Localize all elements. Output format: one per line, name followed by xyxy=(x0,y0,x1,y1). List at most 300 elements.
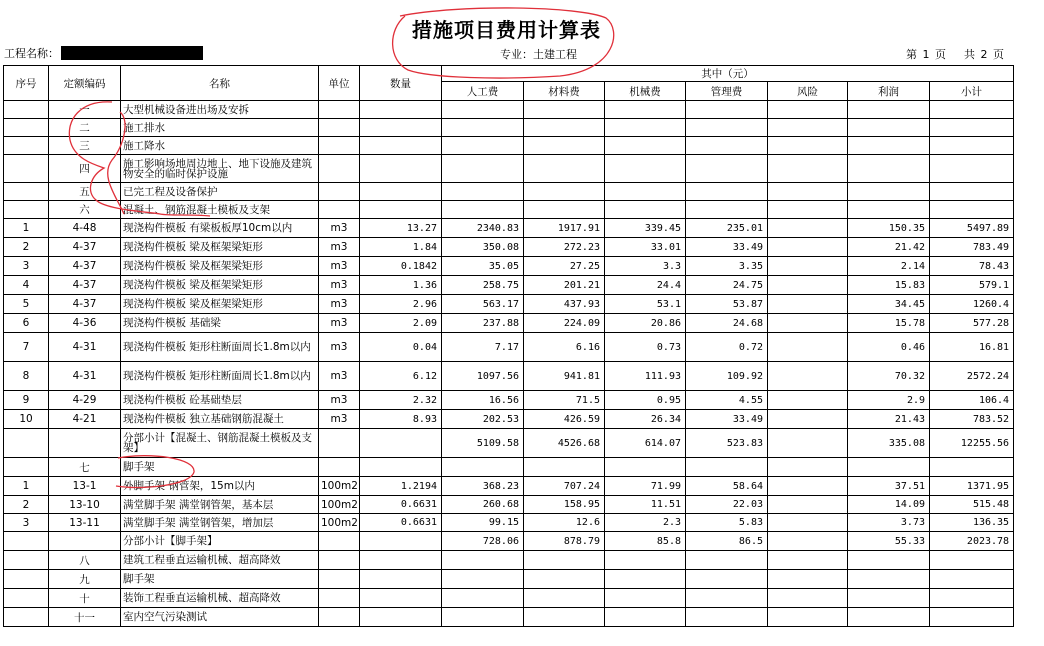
row-profit: 150.35 xyxy=(848,219,930,238)
header-mgmt: 管理费 xyxy=(686,82,768,101)
row-material xyxy=(524,201,605,219)
row-unit xyxy=(319,201,360,219)
row-code: 五 xyxy=(49,183,121,201)
row-code: 13-10 xyxy=(49,496,121,514)
row-name: 混凝土、钢筋混凝土模板及支架 xyxy=(121,201,319,219)
row-machine: 24.4 xyxy=(605,276,686,295)
row-qty: 0.1842 xyxy=(360,257,442,276)
row-profit: 55.33 xyxy=(848,532,930,551)
row-qty xyxy=(360,201,442,219)
row-risk xyxy=(768,219,848,238)
row-machine: 614.07 xyxy=(605,429,686,458)
row-name: 脚手架 xyxy=(121,458,319,477)
row-name: 装饰工程垂直运输机械、超高降效 xyxy=(121,589,319,608)
row-unit: 100m2 xyxy=(319,496,360,514)
row-profit: 21.43 xyxy=(848,410,930,429)
header-unit: 单位 xyxy=(319,66,360,101)
row-mgmt xyxy=(686,551,768,570)
row-labor: 99.15 xyxy=(442,514,524,532)
row-name: 施工降水 xyxy=(121,137,319,155)
row-labor xyxy=(442,137,524,155)
header-seq: 序号 xyxy=(4,66,49,101)
row-name: 现浇构件模板 矩形柱断面周长1.8m以内 xyxy=(121,333,319,362)
row-code: 13-11 xyxy=(49,514,121,532)
table-row xyxy=(4,532,1014,551)
row-seq xyxy=(4,155,49,183)
row-unit xyxy=(319,137,360,155)
row-risk xyxy=(768,362,848,391)
row-subtotal: 579.1 xyxy=(930,276,1014,295)
row-material: 878.79 xyxy=(524,532,605,551)
row-name: 现浇构件模板 矩形柱断面周长1.8m以内 xyxy=(121,362,319,391)
row-code: 六 xyxy=(49,201,121,219)
row-qty: 8.93 xyxy=(360,410,442,429)
table-row xyxy=(4,458,1014,477)
page-current: 第 1 页 xyxy=(906,48,946,61)
row-risk xyxy=(768,155,848,183)
row-subtotal xyxy=(930,101,1014,119)
row-qty xyxy=(360,155,442,183)
row-subtotal xyxy=(930,183,1014,201)
row-material: 272.23 xyxy=(524,238,605,257)
table-row xyxy=(4,101,1014,119)
row-qty xyxy=(360,608,442,627)
row-seq xyxy=(4,183,49,201)
row-material: 201.21 xyxy=(524,276,605,295)
header-group: 其中（元） xyxy=(442,66,1014,82)
row-profit xyxy=(848,119,930,137)
row-labor xyxy=(442,101,524,119)
row-subtotal xyxy=(930,137,1014,155)
row-seq xyxy=(4,570,49,589)
row-code: 八 xyxy=(49,551,121,570)
row-material: 27.25 xyxy=(524,257,605,276)
row-risk xyxy=(768,333,848,362)
row-seq: 1 xyxy=(4,477,49,496)
row-seq: 4 xyxy=(4,276,49,295)
row-mgmt: 33.49 xyxy=(686,238,768,257)
row-mgmt: 235.01 xyxy=(686,219,768,238)
row-seq xyxy=(4,589,49,608)
row-profit xyxy=(848,458,930,477)
row-subtotal xyxy=(930,201,1014,219)
row-risk xyxy=(768,391,848,410)
row-name: 脚手架 xyxy=(121,570,319,589)
row-machine xyxy=(605,551,686,570)
row-machine xyxy=(605,589,686,608)
row-labor: 1097.56 xyxy=(442,362,524,391)
row-seq xyxy=(4,137,49,155)
row-profit: 70.32 xyxy=(848,362,930,391)
row-code: 4-29 xyxy=(49,391,121,410)
row-seq xyxy=(4,429,49,458)
row-unit xyxy=(319,532,360,551)
row-seq: 2 xyxy=(4,238,49,257)
row-subtotal: 106.4 xyxy=(930,391,1014,410)
row-unit xyxy=(319,608,360,627)
row-unit xyxy=(319,429,360,458)
table-row xyxy=(4,496,1014,514)
row-subtotal xyxy=(930,551,1014,570)
row-unit: m3 xyxy=(319,314,360,333)
row-subtotal xyxy=(930,458,1014,477)
row-labor: 5109.58 xyxy=(442,429,524,458)
row-labor xyxy=(442,608,524,627)
row-profit xyxy=(848,570,930,589)
row-code: 三 xyxy=(49,137,121,155)
row-risk xyxy=(768,589,848,608)
row-labor xyxy=(442,458,524,477)
row-material: 158.95 xyxy=(524,496,605,514)
row-mgmt xyxy=(686,608,768,627)
row-seq xyxy=(4,201,49,219)
row-risk xyxy=(768,201,848,219)
row-risk xyxy=(768,295,848,314)
row-risk xyxy=(768,183,848,201)
row-profit xyxy=(848,155,930,183)
table-row xyxy=(4,119,1014,137)
row-qty: 1.84 xyxy=(360,238,442,257)
row-code xyxy=(49,429,121,458)
row-subtotal: 1371.95 xyxy=(930,477,1014,496)
row-name: 室内空气污染测试 xyxy=(121,608,319,627)
row-mgmt: 53.87 xyxy=(686,295,768,314)
row-code: 九 xyxy=(49,570,121,589)
row-qty: 6.12 xyxy=(360,362,442,391)
row-material: 707.24 xyxy=(524,477,605,496)
table-row xyxy=(4,477,1014,496)
cost-table xyxy=(3,65,1014,627)
row-name: 建筑工程垂直运输机械、超高降效 xyxy=(121,551,319,570)
row-profit: 15.83 xyxy=(848,276,930,295)
row-name: 现浇构件模板 基础梁 xyxy=(121,314,319,333)
table-row xyxy=(4,429,1014,458)
row-mgmt: 523.83 xyxy=(686,429,768,458)
row-name: 现浇构件模板 梁及框架梁矩形 xyxy=(121,276,319,295)
table-row xyxy=(4,257,1014,276)
row-machine: 2.3 xyxy=(605,514,686,532)
row-material xyxy=(524,570,605,589)
row-unit: m3 xyxy=(319,219,360,238)
row-unit xyxy=(319,119,360,137)
row-unit: m3 xyxy=(319,410,360,429)
row-material xyxy=(524,137,605,155)
row-profit xyxy=(848,101,930,119)
row-subtotal: 515.48 xyxy=(930,496,1014,514)
row-profit: 335.08 xyxy=(848,429,930,458)
row-code: 4-48 xyxy=(49,219,121,238)
row-labor: 237.88 xyxy=(442,314,524,333)
row-profit xyxy=(848,137,930,155)
row-unit: m3 xyxy=(319,391,360,410)
row-risk xyxy=(768,238,848,257)
row-risk xyxy=(768,532,848,551)
row-machine xyxy=(605,201,686,219)
row-machine xyxy=(605,101,686,119)
row-subtotal: 783.52 xyxy=(930,410,1014,429)
row-mgmt xyxy=(686,201,768,219)
row-seq xyxy=(4,458,49,477)
row-qty: 2.96 xyxy=(360,295,442,314)
row-unit xyxy=(319,570,360,589)
row-machine: 20.86 xyxy=(605,314,686,333)
row-subtotal: 5497.89 xyxy=(930,219,1014,238)
row-material xyxy=(524,589,605,608)
row-name: 现浇构件模板 砼基础垫层 xyxy=(121,391,319,410)
row-machine xyxy=(605,137,686,155)
table-row xyxy=(4,219,1014,238)
row-code: 4-37 xyxy=(49,276,121,295)
row-qty: 2.09 xyxy=(360,314,442,333)
row-code: 4-37 xyxy=(49,257,121,276)
row-code: 十一 xyxy=(49,608,121,627)
row-risk xyxy=(768,551,848,570)
header-machine: 机械费 xyxy=(605,82,686,101)
row-machine xyxy=(605,570,686,589)
header-labor: 人工费 xyxy=(442,82,524,101)
table-row xyxy=(4,137,1014,155)
row-qty xyxy=(360,532,442,551)
row-labor: 35.05 xyxy=(442,257,524,276)
row-subtotal xyxy=(930,589,1014,608)
row-name: 外脚手架 钢管架，15m以内 xyxy=(121,477,319,496)
project-name xyxy=(4,45,203,61)
page-title: 措施项目费用计算表 xyxy=(412,18,601,42)
row-risk xyxy=(768,429,848,458)
header-subtotal: 小计 xyxy=(930,82,1014,101)
header-qty: 数量 xyxy=(360,66,442,101)
table-row xyxy=(4,314,1014,333)
table-row xyxy=(4,183,1014,201)
row-labor: 202.53 xyxy=(442,410,524,429)
row-mgmt xyxy=(686,570,768,589)
row-unit xyxy=(319,101,360,119)
row-unit: 100m2 xyxy=(319,477,360,496)
row-machine: 111.93 xyxy=(605,362,686,391)
row-name: 分部小计【脚手架】 xyxy=(121,532,319,551)
row-risk xyxy=(768,458,848,477)
table-row xyxy=(4,608,1014,627)
row-mgmt xyxy=(686,589,768,608)
row-code: 七 xyxy=(49,458,121,477)
row-code: 一 xyxy=(49,101,121,119)
row-name: 施工排水 xyxy=(121,119,319,137)
table-row xyxy=(4,362,1014,391)
row-material: 437.93 xyxy=(524,295,605,314)
row-profit: 14.09 xyxy=(848,496,930,514)
row-risk xyxy=(768,101,848,119)
row-code: 4-37 xyxy=(49,238,121,257)
row-code: 4-31 xyxy=(49,362,121,391)
row-risk xyxy=(768,608,848,627)
row-material xyxy=(524,458,605,477)
table-row xyxy=(4,155,1014,183)
row-qty xyxy=(360,429,442,458)
row-qty: 1.36 xyxy=(360,276,442,295)
row-machine: 3.3 xyxy=(605,257,686,276)
row-mgmt xyxy=(686,101,768,119)
row-risk xyxy=(768,477,848,496)
row-unit xyxy=(319,458,360,477)
row-mgmt: 24.75 xyxy=(686,276,768,295)
row-machine xyxy=(605,119,686,137)
row-seq: 8 xyxy=(4,362,49,391)
row-subtotal: 1260.4 xyxy=(930,295,1014,314)
row-mgmt: 5.83 xyxy=(686,514,768,532)
row-seq: 9 xyxy=(4,391,49,410)
row-code: 4-36 xyxy=(49,314,121,333)
row-machine xyxy=(605,183,686,201)
row-seq xyxy=(4,119,49,137)
row-qty: 0.04 xyxy=(360,333,442,362)
row-qty xyxy=(360,570,442,589)
project-label: 工程名称： xyxy=(4,47,59,60)
major-label: 专业：土建工程 xyxy=(500,48,577,61)
row-seq xyxy=(4,608,49,627)
row-machine xyxy=(605,155,686,183)
row-mgmt: 24.68 xyxy=(686,314,768,333)
header-name: 名称 xyxy=(121,66,319,101)
table-row xyxy=(4,589,1014,608)
row-mgmt: 33.49 xyxy=(686,410,768,429)
row-subtotal xyxy=(930,119,1014,137)
row-code: 二 xyxy=(49,119,121,137)
row-labor: 260.68 xyxy=(442,496,524,514)
row-risk xyxy=(768,137,848,155)
row-labor: 368.23 xyxy=(442,477,524,496)
row-code: 13-1 xyxy=(49,477,121,496)
row-material xyxy=(524,101,605,119)
table-row xyxy=(4,201,1014,219)
row-qty: 0.6631 xyxy=(360,514,442,532)
row-material: 6.16 xyxy=(524,333,605,362)
row-risk xyxy=(768,410,848,429)
row-profit: 15.78 xyxy=(848,314,930,333)
row-risk xyxy=(768,570,848,589)
row-profit: 2.9 xyxy=(848,391,930,410)
redacted-block xyxy=(61,46,203,60)
row-unit xyxy=(319,551,360,570)
row-mgmt xyxy=(686,137,768,155)
row-profit: 0.46 xyxy=(848,333,930,362)
row-qty: 2.32 xyxy=(360,391,442,410)
row-seq: 3 xyxy=(4,257,49,276)
row-name: 分部小计【混凝土、钢筋混凝土模板及支架】 xyxy=(121,429,319,458)
row-seq: 1 xyxy=(4,219,49,238)
row-labor xyxy=(442,551,524,570)
row-subtotal xyxy=(930,570,1014,589)
row-code: 4-37 xyxy=(49,295,121,314)
row-subtotal: 2023.78 xyxy=(930,532,1014,551)
row-risk xyxy=(768,119,848,137)
row-machine: 85.8 xyxy=(605,532,686,551)
page-total: 共 2 页 xyxy=(964,48,1004,61)
row-mgmt xyxy=(686,119,768,137)
row-mgmt: 58.64 xyxy=(686,477,768,496)
row-unit xyxy=(319,183,360,201)
row-labor: 258.75 xyxy=(442,276,524,295)
row-subtotal: 12255.56 xyxy=(930,429,1014,458)
row-qty xyxy=(360,101,442,119)
row-profit xyxy=(848,183,930,201)
row-labor: 7.17 xyxy=(442,333,524,362)
row-mgmt: 4.55 xyxy=(686,391,768,410)
row-labor: 563.17 xyxy=(442,295,524,314)
table-row xyxy=(4,551,1014,570)
row-profit xyxy=(848,589,930,608)
row-labor: 728.06 xyxy=(442,532,524,551)
header-profit: 利润 xyxy=(848,82,930,101)
row-seq: 5 xyxy=(4,295,49,314)
row-machine: 33.01 xyxy=(605,238,686,257)
row-unit: 100m2 xyxy=(319,514,360,532)
row-profit: 34.45 xyxy=(848,295,930,314)
row-name: 现浇构件模板 梁及框架梁矩形 xyxy=(121,238,319,257)
row-subtotal: 577.28 xyxy=(930,314,1014,333)
row-mgmt xyxy=(686,458,768,477)
row-seq: 7 xyxy=(4,333,49,362)
row-name: 现浇构件模板 有梁板板厚10cm以内 xyxy=(121,219,319,238)
row-mgmt: 3.35 xyxy=(686,257,768,276)
row-name: 已完工程及设备保护 xyxy=(121,183,319,201)
row-material xyxy=(524,183,605,201)
row-labor xyxy=(442,589,524,608)
row-subtotal xyxy=(930,155,1014,183)
row-labor xyxy=(442,570,524,589)
row-name: 现浇构件模板 独立基础钢筋混凝土 xyxy=(121,410,319,429)
row-profit xyxy=(848,201,930,219)
row-mgmt: 0.72 xyxy=(686,333,768,362)
header-material: 材料费 xyxy=(524,82,605,101)
row-risk xyxy=(768,496,848,514)
row-unit: m3 xyxy=(319,276,360,295)
row-material: 12.6 xyxy=(524,514,605,532)
row-risk xyxy=(768,257,848,276)
row-machine xyxy=(605,458,686,477)
table-row xyxy=(4,238,1014,257)
row-name: 施工影响场地周边地上、地下设施及建筑物安全的临时保护设施 xyxy=(121,155,319,183)
row-material: 71.5 xyxy=(524,391,605,410)
row-material: 1917.91 xyxy=(524,219,605,238)
row-unit: m3 xyxy=(319,257,360,276)
row-profit: 37.51 xyxy=(848,477,930,496)
row-qty: 0.6631 xyxy=(360,496,442,514)
row-seq: 10 xyxy=(4,410,49,429)
row-machine: 53.1 xyxy=(605,295,686,314)
row-machine: 11.51 xyxy=(605,496,686,514)
row-machine: 0.95 xyxy=(605,391,686,410)
row-qty xyxy=(360,551,442,570)
row-machine: 339.45 xyxy=(605,219,686,238)
table-row xyxy=(4,391,1014,410)
row-material: 4526.68 xyxy=(524,429,605,458)
row-unit: m3 xyxy=(319,238,360,257)
row-risk xyxy=(768,314,848,333)
row-labor xyxy=(442,155,524,183)
row-code: 4-21 xyxy=(49,410,121,429)
row-qty xyxy=(360,589,442,608)
row-name: 大型机械设备进出场及安拆 xyxy=(121,101,319,119)
row-seq: 6 xyxy=(4,314,49,333)
table-row xyxy=(4,410,1014,429)
row-mgmt: 109.92 xyxy=(686,362,768,391)
row-qty xyxy=(360,458,442,477)
row-name: 现浇构件模板 梁及框架梁矩形 xyxy=(121,295,319,314)
row-subtotal: 136.35 xyxy=(930,514,1014,532)
row-labor: 16.56 xyxy=(442,391,524,410)
row-qty: 13.27 xyxy=(360,219,442,238)
row-subtotal: 16.81 xyxy=(930,333,1014,362)
